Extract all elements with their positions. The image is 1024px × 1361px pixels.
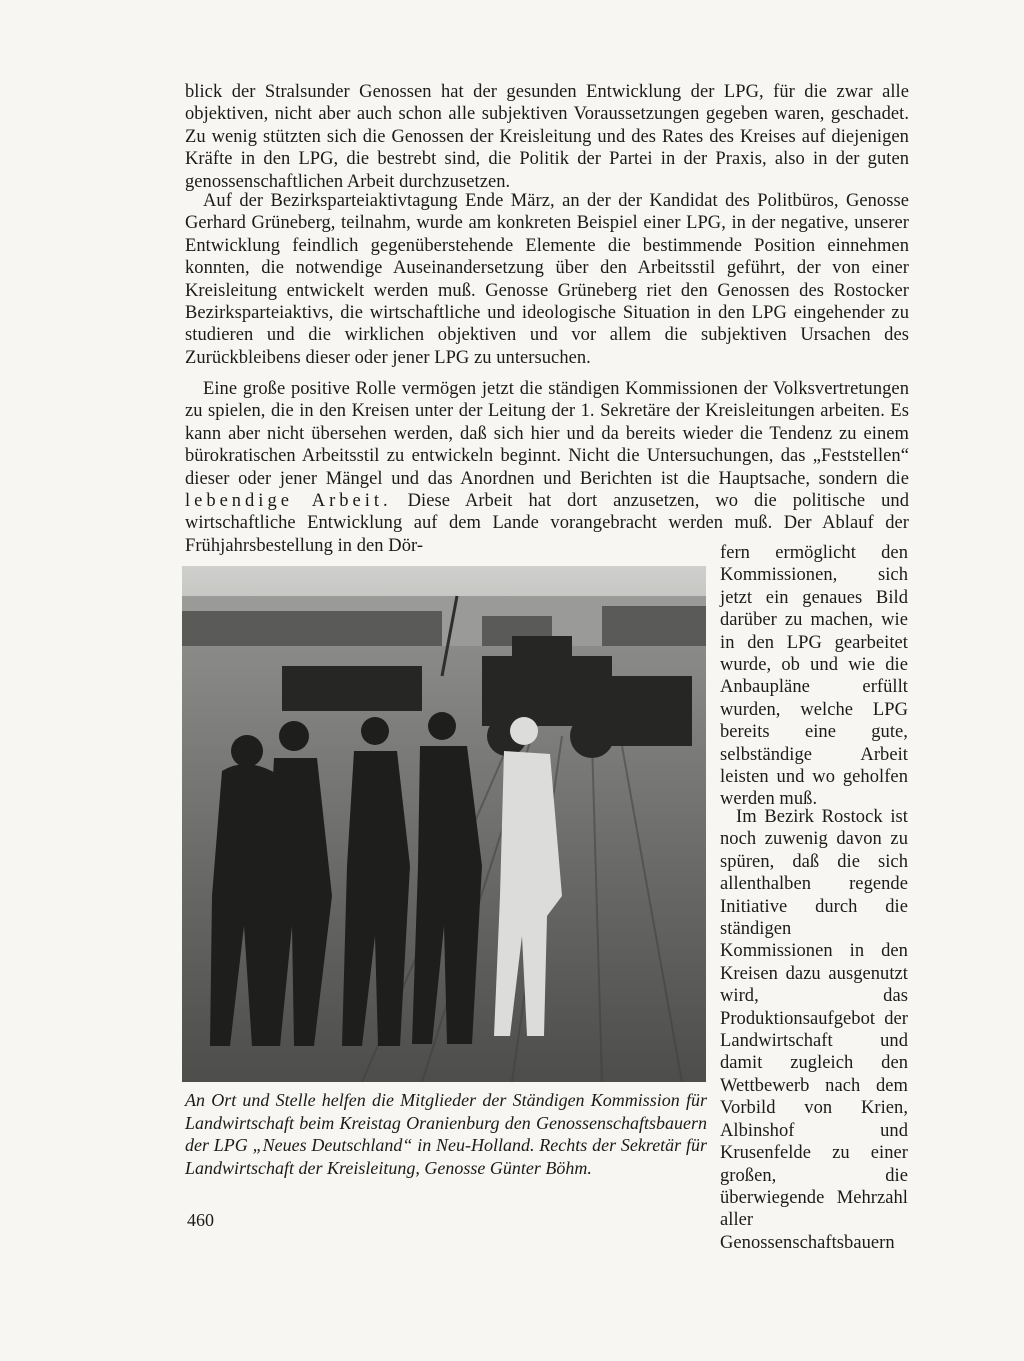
photo-caption: An Ort und Stelle helfen die Mitglieder der Ständigen Kommission für Landwirtschaft beim Kreistag Oranienburg den Genossenschaftsbauern der LPG „Neues Deutschland“ in Neu-Holland. Rechts der Sekretär für Landwirtschaft der Kreisleitung, Genosse Günter Böhm.	[185, 1090, 707, 1178]
paragraph-1: blick der Stralsunder Genossen hat der gesunden Entwicklung der LPG, für die zwar alle objektiven, nicht aber auch schon alle subjektiven Voraussetzungen gegeben waren, geschadet. Zu wenig stützten sich die Genossen der Kreisleitung und des Rates des Kreises auf diejenigen Kräfte in den LPG, die bestrebt sind, die Politik der Partei in der Praxis, also in der guten genossenschaftlichen Arbeit durchzusetzen.	[185, 82, 909, 192]
emphasized-phrase: lebendige Arbeit.	[185, 491, 392, 512]
paragraph-2: Auf der Bezirksparteiaktivtagung Ende März, an der der Kandidat des Politbüros, Genosse Gerhard Grüneberg, teilnahm, wurde am konkreten Beispiel einer LPG, in der negative, unserer Entwicklung feindlich gegenüberstehende Elemente die bestimmende Position einnehmen konnten, die notwendige Auseinandersetzung über den Arbeitsstil geführt, der von einer Kreisleitung entwickelt werden muß. Genosse Grüneberg riet den Genossen des Rostocker Bezirksparteiaktivs, die wirtschaftliche und ideologische Situation in den LPG eingehender zu studieren und die wirklichen objektiven und vor allem die subjektiven Ursachen des Zurückbleibens dieser oder jener LPG zu untersuchen.	[185, 191, 909, 368]
paragraph-3-start: Eine große positive Rolle vermögen jetzt die ständigen Kommissionen der Volksvertretungen zu spielen, die in den Kreisen unter der Leitung der 1. Sekretäre der Kreisleitungen arbeiten. Es kann aber nicht übersehen werden, daß sich hier und da bereits wieder die Tendenz zu einem bürokratischen Arbeitsstil zu entwickeln beginnt. Nicht die Untersuchungen, das „Feststellen“ dieser oder jener Mängel und das Anordnen und Berichten ist die Hauptsache, sondern die	[185, 379, 909, 489]
paragraph-3	[185, 378, 909, 557]
page-number: 460	[187, 1210, 214, 1230]
paragraph-3-end: Diese Arbeit hat dort anzusetzen, wo die politische und wirtschaftliche Entwicklung auf dem Lande vorangebracht werden muß. Der Ablauf der Frühjahrsbestellung in den Dör-	[185, 491, 909, 556]
paragraph-5: Im Bezirk Rostock ist noch zuwenig davon zu spüren, daß die sich allenthalben regende Initiative durch die ständigen Kommissionen in den Kreisen dazu ausgenutzt wird, das Produktionsaufgebot der Landwirtschaft und damit zugleich den Wettbewerb nach dem Vorbild von Krien, Albinshof und Krusenfelde zu einer großen, die überwiegende Mehrzahl aller Genossenschaftsbauern	[720, 807, 908, 1253]
paragraph-4: fern ermöglicht den Kommissionen, sich jetzt ein genaues Bild darüber zu machen, wie in den LPG gearbeitet wurde, ob und wie die Anbaupläne erfüllt wurden, welche LPG bereits eine gute, selbständige Arbeit leisten und wo geholfen werden muß.	[720, 543, 908, 810]
photograph	[182, 566, 706, 1082]
photograph-illustration	[182, 566, 706, 1082]
